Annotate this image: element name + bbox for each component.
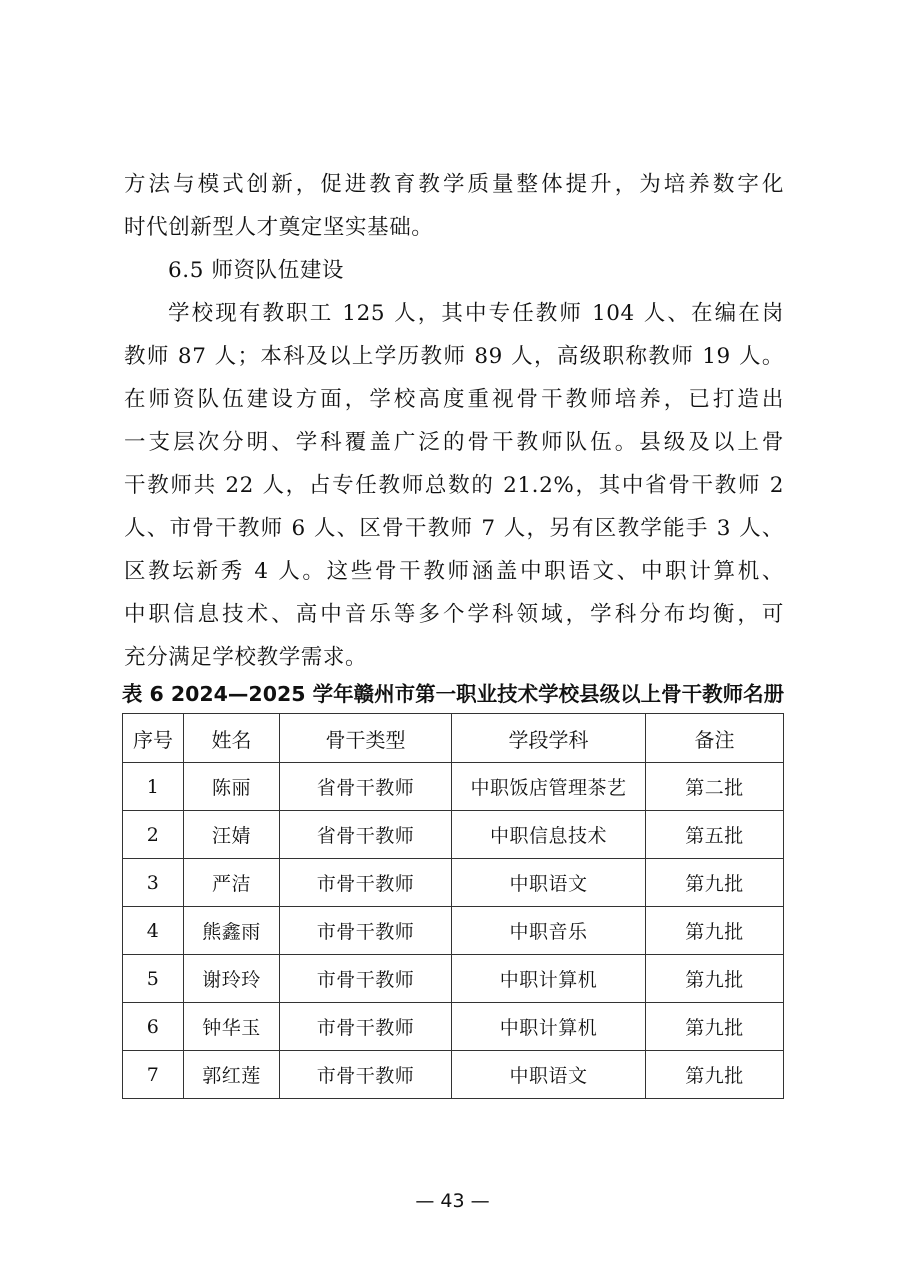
table-row	[123, 859, 784, 907]
cell-subject: 中职饭店管理茶艺	[452, 763, 646, 811]
paragraph-line: 中职信息技术、高中音乐等多个学科领域，学科分布均衡，可	[124, 602, 784, 627]
cell-subject: 中职语文	[452, 1051, 646, 1099]
cell-subject: 中职计算机	[452, 955, 646, 1003]
cell-remark: 第九批	[646, 859, 784, 907]
cell-name: 陈丽	[184, 763, 280, 811]
paragraph-line: 干教师共 22 人，占专任教师总数的 21.2%，其中省骨干教师 2	[124, 473, 784, 498]
faculty-paragraph	[124, 292, 784, 679]
paragraph-line: 区教坛新秀 4 人。这些骨干教师涵盖中职语文、中职计算机、	[124, 559, 784, 584]
cell-remark: 第二批	[646, 763, 784, 811]
table-row	[123, 955, 784, 1003]
paragraph-line: 方法与模式创新，促进教育教学质量整体提升，为培养数字化	[124, 172, 784, 197]
cell-index: 7	[123, 1051, 184, 1099]
cell-remark: 第九批	[646, 955, 784, 1003]
cell-index: 6	[123, 1003, 184, 1051]
cell-index: 4	[123, 907, 184, 955]
paragraph-line: 人、市骨干教师 6 人、区骨干教师 7 人，另有区教学能手 3 人、	[124, 516, 784, 541]
cell-remark: 第五批	[646, 811, 784, 859]
cell-name: 钟华玉	[184, 1003, 280, 1051]
cell-name: 谢玲玲	[184, 955, 280, 1003]
paragraph-line: 一支层次分明、学科覆盖广泛的骨干教师队伍。县级及以上骨	[124, 430, 784, 455]
table-header-row	[123, 714, 784, 763]
intro-paragraph	[124, 163, 784, 249]
cell-subject: 中职音乐	[452, 907, 646, 955]
header-subject: 学段学科	[452, 714, 646, 763]
cell-type: 市骨干教师	[280, 1003, 452, 1051]
section-heading: 6.5 师资队伍建设	[168, 258, 345, 283]
paragraph-line: 时代创新型人才奠定坚实基础。	[124, 215, 434, 240]
paragraph-line: 学校现有教职工 125 人，其中专任教师 104 人、在编在岗	[168, 301, 784, 326]
cell-type: 市骨干教师	[280, 907, 452, 955]
cell-name: 郭红莲	[184, 1051, 280, 1099]
cell-name: 严洁	[184, 859, 280, 907]
cell-index: 5	[123, 955, 184, 1003]
cell-type: 市骨干教师	[280, 859, 452, 907]
cell-subject: 中职信息技术	[452, 811, 646, 859]
cell-remark: 第九批	[646, 1051, 784, 1099]
table-row	[123, 907, 784, 955]
table-row	[123, 1003, 784, 1051]
paragraph-line: 充分满足学校教学需求。	[124, 645, 368, 670]
cell-remark: 第九批	[646, 907, 784, 955]
cell-index: 3	[123, 859, 184, 907]
table-row	[123, 1051, 784, 1099]
paragraph-line: 教师 87 人；本科及以上学历教师 89 人，高级职称教师 19 人。	[124, 344, 784, 369]
cell-subject: 中职语文	[452, 859, 646, 907]
header-type: 骨干类型	[280, 714, 452, 763]
table-row	[123, 811, 784, 859]
header-name: 姓名	[184, 714, 280, 763]
paragraph-line: 在师资队伍建设方面，学校高度重视骨干教师培养，已打造出	[124, 387, 784, 412]
cell-type: 省骨干教师	[280, 763, 452, 811]
header-remark: 备注	[646, 714, 784, 763]
cell-name: 熊鑫雨	[184, 907, 280, 955]
cell-remark: 第九批	[646, 1003, 784, 1051]
cell-type: 市骨干教师	[280, 1051, 452, 1099]
table-caption: 表 6 2024—2025 学年赣州市第一职业技术学校县级以上骨干教师名册	[121, 682, 785, 706]
cell-index: 2	[123, 811, 184, 859]
cell-name: 汪婧	[184, 811, 280, 859]
table-row	[123, 763, 784, 811]
cell-index: 1	[123, 763, 184, 811]
header-index: 序号	[123, 714, 184, 763]
cell-subject: 中职计算机	[452, 1003, 646, 1051]
cell-type: 省骨干教师	[280, 811, 452, 859]
cell-type: 市骨干教师	[280, 955, 452, 1003]
page-number: — 43 —	[415, 1190, 490, 1212]
backbone-teacher-table	[122, 713, 784, 1099]
